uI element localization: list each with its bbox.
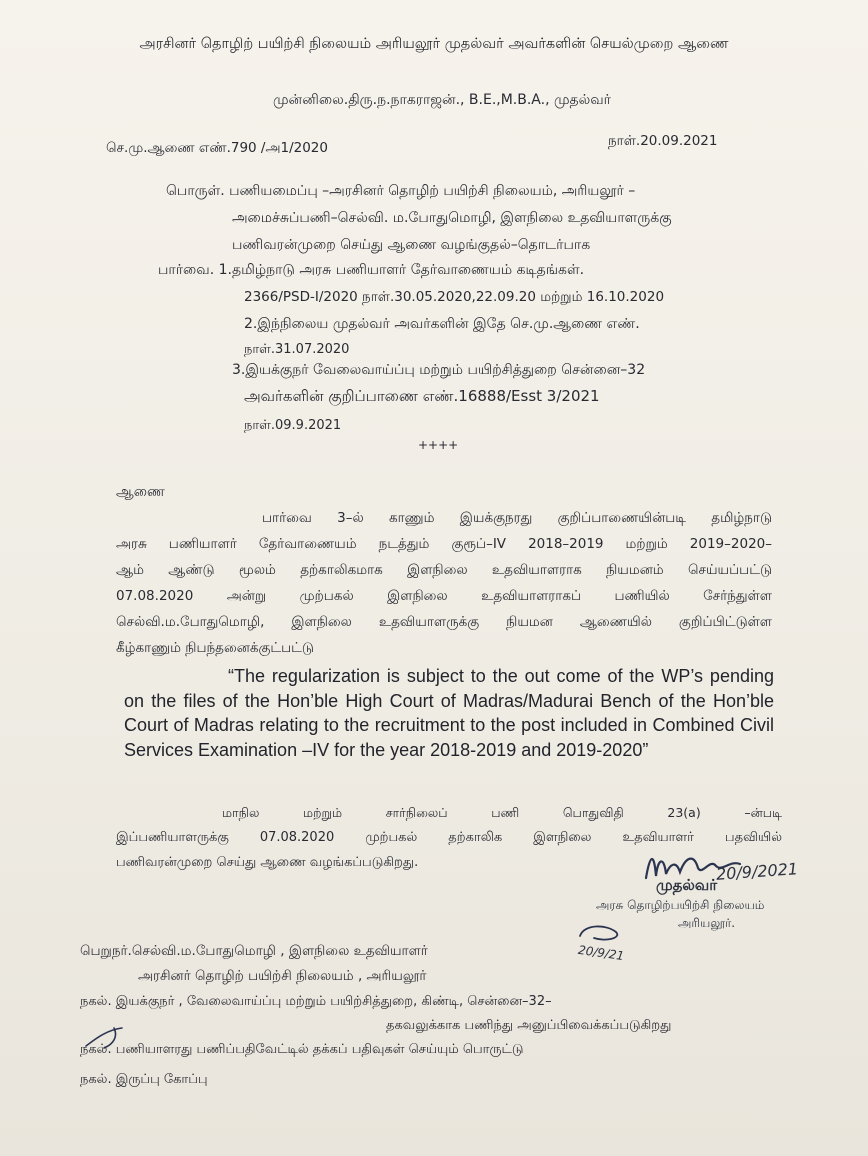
reference-1a: பார்வை. 1.தமிழ்நாடு அரசு பணியாளர் தேர்வாணையம் கடிதங்கள். [158, 262, 585, 278]
reference-2a: 2.இந்நிலைய முதல்வர் அவர்களின் இதே செ.மு.ஆணை எண். [244, 316, 640, 332]
body-line-6: கீழ்காணும் நிபந்தனைக்குட்பட்டு [116, 640, 314, 656]
separator: ++++ [418, 438, 459, 452]
order-number: செ.மு.ஆணை எண்.790 /அ1/2020 [106, 140, 328, 156]
copy-1a: நகல். இயக்குநர் , வேலைவாய்ப்பு மற்றும் பயிற்சித்துறை, கிண்டி, சென்னை–32– [80, 994, 552, 1009]
header-title: அரசினர் தொழிற் பயிற்சி நிலையம் அரியலூர் முதல்வர் அவர்களின் செயல்முறை ஆணை [139, 36, 729, 52]
recipient-signature-scribble [576, 922, 636, 946]
copy-3: நகல். இருப்பு கோப்பு [80, 1072, 208, 1087]
body-line-3: ஆம் ஆண்டு மூலம் தற்காலிகமாக இளநிலை உதவியாளராக நியமனம் செய்யப்பட்டு [116, 562, 772, 578]
signature-designation: முதல்வர் [656, 876, 718, 894]
recipient-signature-date: 20/9/21 [577, 942, 626, 964]
body-line-4: 07.08.2020 அன்று முற்பகல் இளநிலை உதவியாளராகப் பணியில் சேர்ந்துள்ள [116, 588, 772, 604]
reference-2b: நாள்.31.07.2020 [244, 342, 350, 357]
copy-2: நகல். பணியாளரது பணிப்பதிவேட்டில் தக்கப் பதிவுகள் செய்யும் பொருட்டு [80, 1042, 524, 1057]
subject-line-1: பொருள். பணியமைப்பு –அரசினர் தொழிற் பயிற்சி நிலையம், அரியலூர் – [166, 183, 636, 199]
signature-office-1: அரசு தொழிற்பயிற்சி நிலையம் [596, 898, 765, 912]
order-date: நாள்.20.09.2021 [608, 133, 718, 149]
rule-line-2: இப்பணியாளருக்கு 07.08.2020 முற்பகல் தற்காலிக இளநிலை உதவியாளர் பதவியில் [116, 830, 782, 845]
reference-1b: 2366/PSD-I/2020 நாள்.30.05.2020,22.09.20 மற்றும் 16.10.2020 [244, 289, 665, 305]
body-line-5: செல்வி.ம.போதுமொழி, இளநிலை உதவியாளருக்கு நியமன ஆணையில் குறிப்பிட்டுள்ள [116, 614, 772, 630]
condition-quote: “The regularization is subject to the out come of the WP’s pending on the files of the Hon’ble High Court of Madras/Madurai Bench of the Hon’ble Court of Madras relating to the recruitment to the post included in Combined Civil Services Examination –IV for the year 2018-2019 and 2019-2020” [124, 666, 774, 760]
copy-1b: தகவலுக்காக பணிந்து அனுப்பிவைக்கப்படுகிறது [386, 1018, 672, 1033]
subject-line-3: பணிவரன்முறை செய்து ஆணை வழங்குதல்–தொடர்பாக [232, 237, 591, 253]
rule-line-1: மாநில மற்றும் சார்நிலைப் பணி பொதுவிதி 23(a) –ன்படி [222, 805, 782, 820]
signature-office-2: அரியலூர். [678, 916, 736, 930]
recipient-line-1: பெறுநர்.செல்வி.ம.போதுமொழி , இளநிலை உதவியாளர் [80, 943, 428, 959]
body-line-1: பார்வை 3–ல் காணும் இயக்குநரது குறிப்பாணையின்படி தமிழ்நாடு [262, 510, 772, 526]
signature-date: 20/9/2021 [715, 859, 799, 884]
reference-3a: 3.இயக்குநர் வேலைவாய்ப்பு மற்றும் பயிற்சித்துறை சென்னை–32 [232, 362, 646, 378]
body-line-2: அரசு பணியாளர் தேர்வாணையம் நடத்தும் குரூப்–IV 2018–2019 மற்றும் 2019–2020– [116, 536, 772, 552]
rule-line-3: பணிவரன்முறை செய்து ஆணை வழங்கப்படுகிறது. [116, 855, 419, 870]
reference-3b: அவர்களின் குறிப்பாணை எண்.16888/Esst 3/2021 [244, 387, 600, 405]
order-heading: ஆணை [116, 484, 165, 500]
subject-line-2: அமைச்சுப்பணி–செல்வி. ம.போதுமொழி, இளநிலை உதவியாளருக்கு [232, 210, 672, 226]
recipient-line-2: அரசினர் தொழிற் பயிற்சி நிலையம் , அரியலூர் [138, 968, 427, 984]
reference-3c: நாள்.09.9.2021 [244, 418, 342, 433]
header-presence: முன்னிலை.திரு.ந.நாகராஜன்., B.E.,M.B.A., முதல்வர் [273, 92, 611, 108]
